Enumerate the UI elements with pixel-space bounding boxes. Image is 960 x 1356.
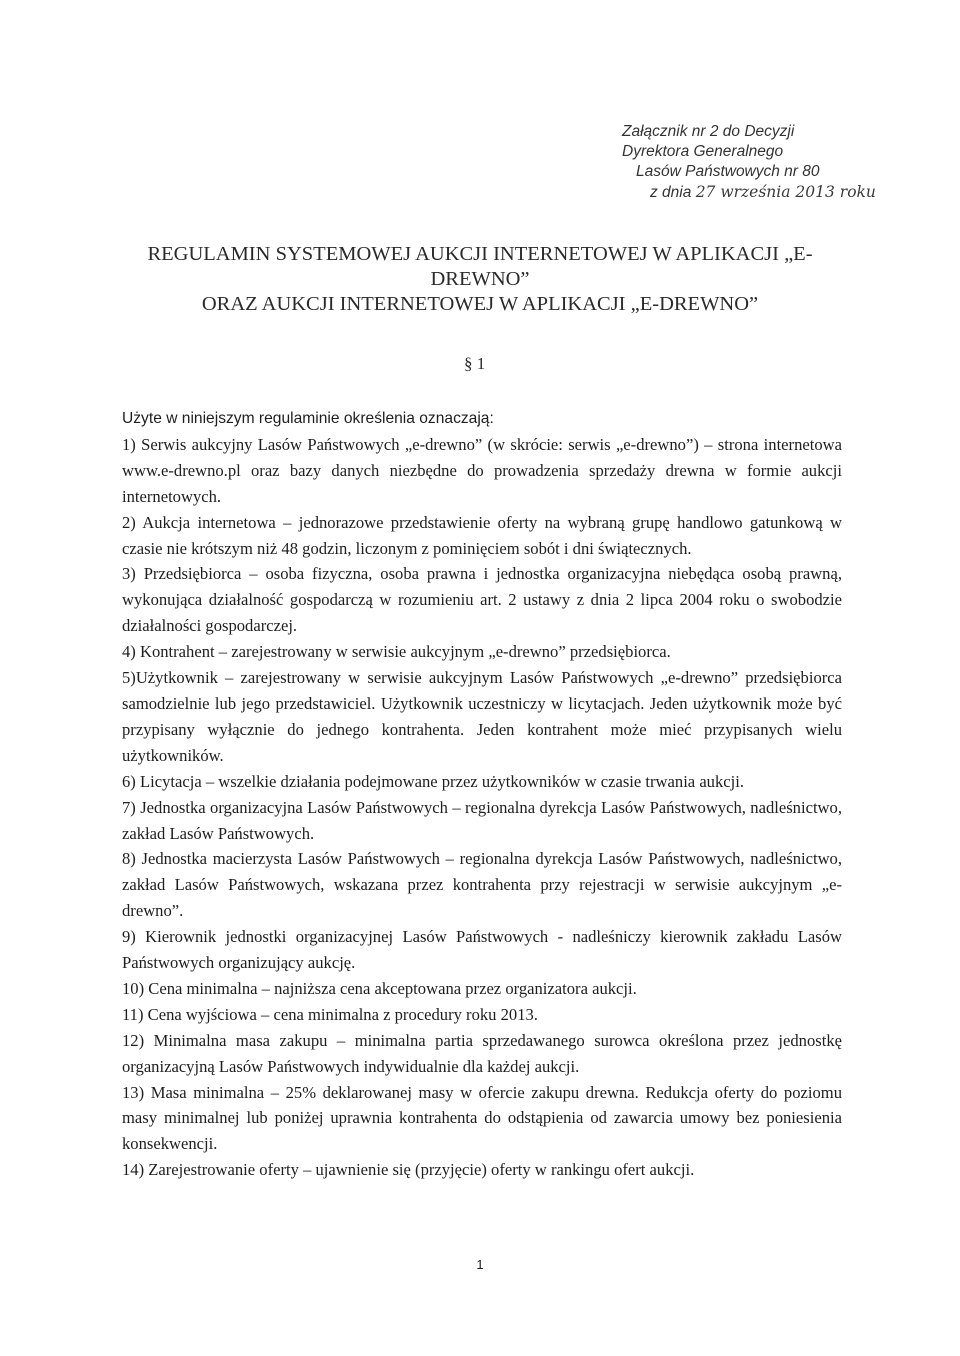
- header-line-1: Załącznik nr 2 do Decyzji: [622, 123, 795, 140]
- page-number: 1: [476, 1257, 484, 1272]
- definition-1: 1) Serwis aukcyjny Lasów Państwowych „e-drewno” (w skrócie: serwis „e-drewno”) – strona internetowa www.e-drewno.pl oraz bazy danych niezbędne do prowadzenia sprzedaży drewna w formie aukcji internetowych.: [122, 434, 842, 506]
- definition-13: 13) Masa minimalna – 25% deklarowanej masy w ofercie zakupu drewna. Redukcja oferty do poziomu masy minimalnej lub poniżej uprawnia kontrahenta do odstąpienia od zawarcia umowy bez poniesienia konsekwencji.: [122, 1082, 842, 1154]
- header-line-3: Lasów Państwowych nr 80: [636, 163, 820, 180]
- handwritten-date: 27 września 2013 roku: [695, 183, 876, 201]
- document-body: [122, 406, 842, 1183]
- definition-6: 6) Licytacja – wszelkie działania podejmowane przez użytkowników w czasie trwania aukcji.: [122, 771, 745, 791]
- title-line-2: DREWNO”: [430, 268, 530, 290]
- title-line-1: REGULAMIN SYSTEMOWEJ AUKCJI INTERNETOWEJ W APLIKACJI „E-: [147, 243, 813, 265]
- definition-7: 7) Jednostka organizacyjna Lasów Państwowych – regionalna dyrekcja Lasów Państwowych, nadleśnictwo, zakład Lasów Państwowych.: [122, 797, 842, 843]
- definition-10: 10) Cena minimalna – najniższa cena akceptowana przez organizatora aukcji.: [122, 978, 637, 998]
- definition-8: 8) Jednostka macierzysta Lasów Państwowych – regionalna dyrekcja Lasów Państwowych, nadleśnictwo, zakład Lasów Państwowych, wskazana przez kontrahenta przy rejestracji w serwisie aukcyjnym „e-drewno”.: [122, 849, 842, 921]
- attachment-header: [622, 122, 942, 203]
- date-prefix: z dnia: [650, 184, 692, 201]
- section-heading: § 1: [464, 354, 486, 373]
- definition-14: 14) Zarejestrowanie oferty – ujawnienie się (przyjęcie) oferty w rankingu ofert aukcji.: [122, 1160, 695, 1180]
- definition-12: 12) Minimalna masa zakupu – minimalna partia sprzedawanego surowca określona przez jednostkę organizacyjną Lasów Państwowych indywidualnie dla każdej aukcji.: [122, 1030, 842, 1076]
- header-line-4: [622, 182, 942, 203]
- title-line-3: ORAZ AUKCJI INTERNETOWEJ W APLIKACJI „E-DREWNO”: [201, 293, 759, 315]
- definition-11: 11) Cena wyjściowa – cena minimalna z procedury roku 2013.: [122, 1004, 538, 1024]
- document-title: [120, 242, 840, 317]
- definition-3: 3) Przedsiębiorca – osoba fizyczna, osoba prawna i jednostka organizacyjna niebędąca osobą prawną, wykonująca działalność gospodarczą w rozumieniu art. 2 ustawy z dnia 2 lipca 2004 roku o swobodzie działalności gospodarczej.: [122, 564, 842, 636]
- header-line-2: Dyrektora Generalnego: [622, 143, 784, 160]
- definition-2: 2) Aukcja internetowa – jednorazowe przedstawienie oferty na wybraną grupę handlowo gatunkową w czasie nie krótszym niż 48 godzin, liczonym z pominięciem sobót i dni świątecznych.: [122, 512, 842, 558]
- definition-9: 9) Kierownik jednostki organizacyjnej Lasów Państwowych - nadleśniczy kierownik zakładu Lasów Państwowych organizujący aukcję.: [122, 927, 842, 973]
- definition-5: 5)Użytkownik – zarejestrowany w serwisie aukcyjnym Lasów Państwowych „e-drewno” przedsiębiorca samodzielnie lub jego przedstawiciel. Użytkownik uczestniczy w licytacjach. Jeden użytkownik może być przypisany wyłącznie do jednego kontrahenta. Jeden kontrahent może mieć przypisanych wielu użytkowników.: [122, 668, 842, 765]
- definition-4: 4) Kontrahent – zarejestrowany w serwisie aukcyjnym „e-drewno” przedsiębiorca.: [122, 642, 671, 662]
- intro-text: Użyte w niniejszym regulaminie określenia oznaczają:: [122, 410, 494, 427]
